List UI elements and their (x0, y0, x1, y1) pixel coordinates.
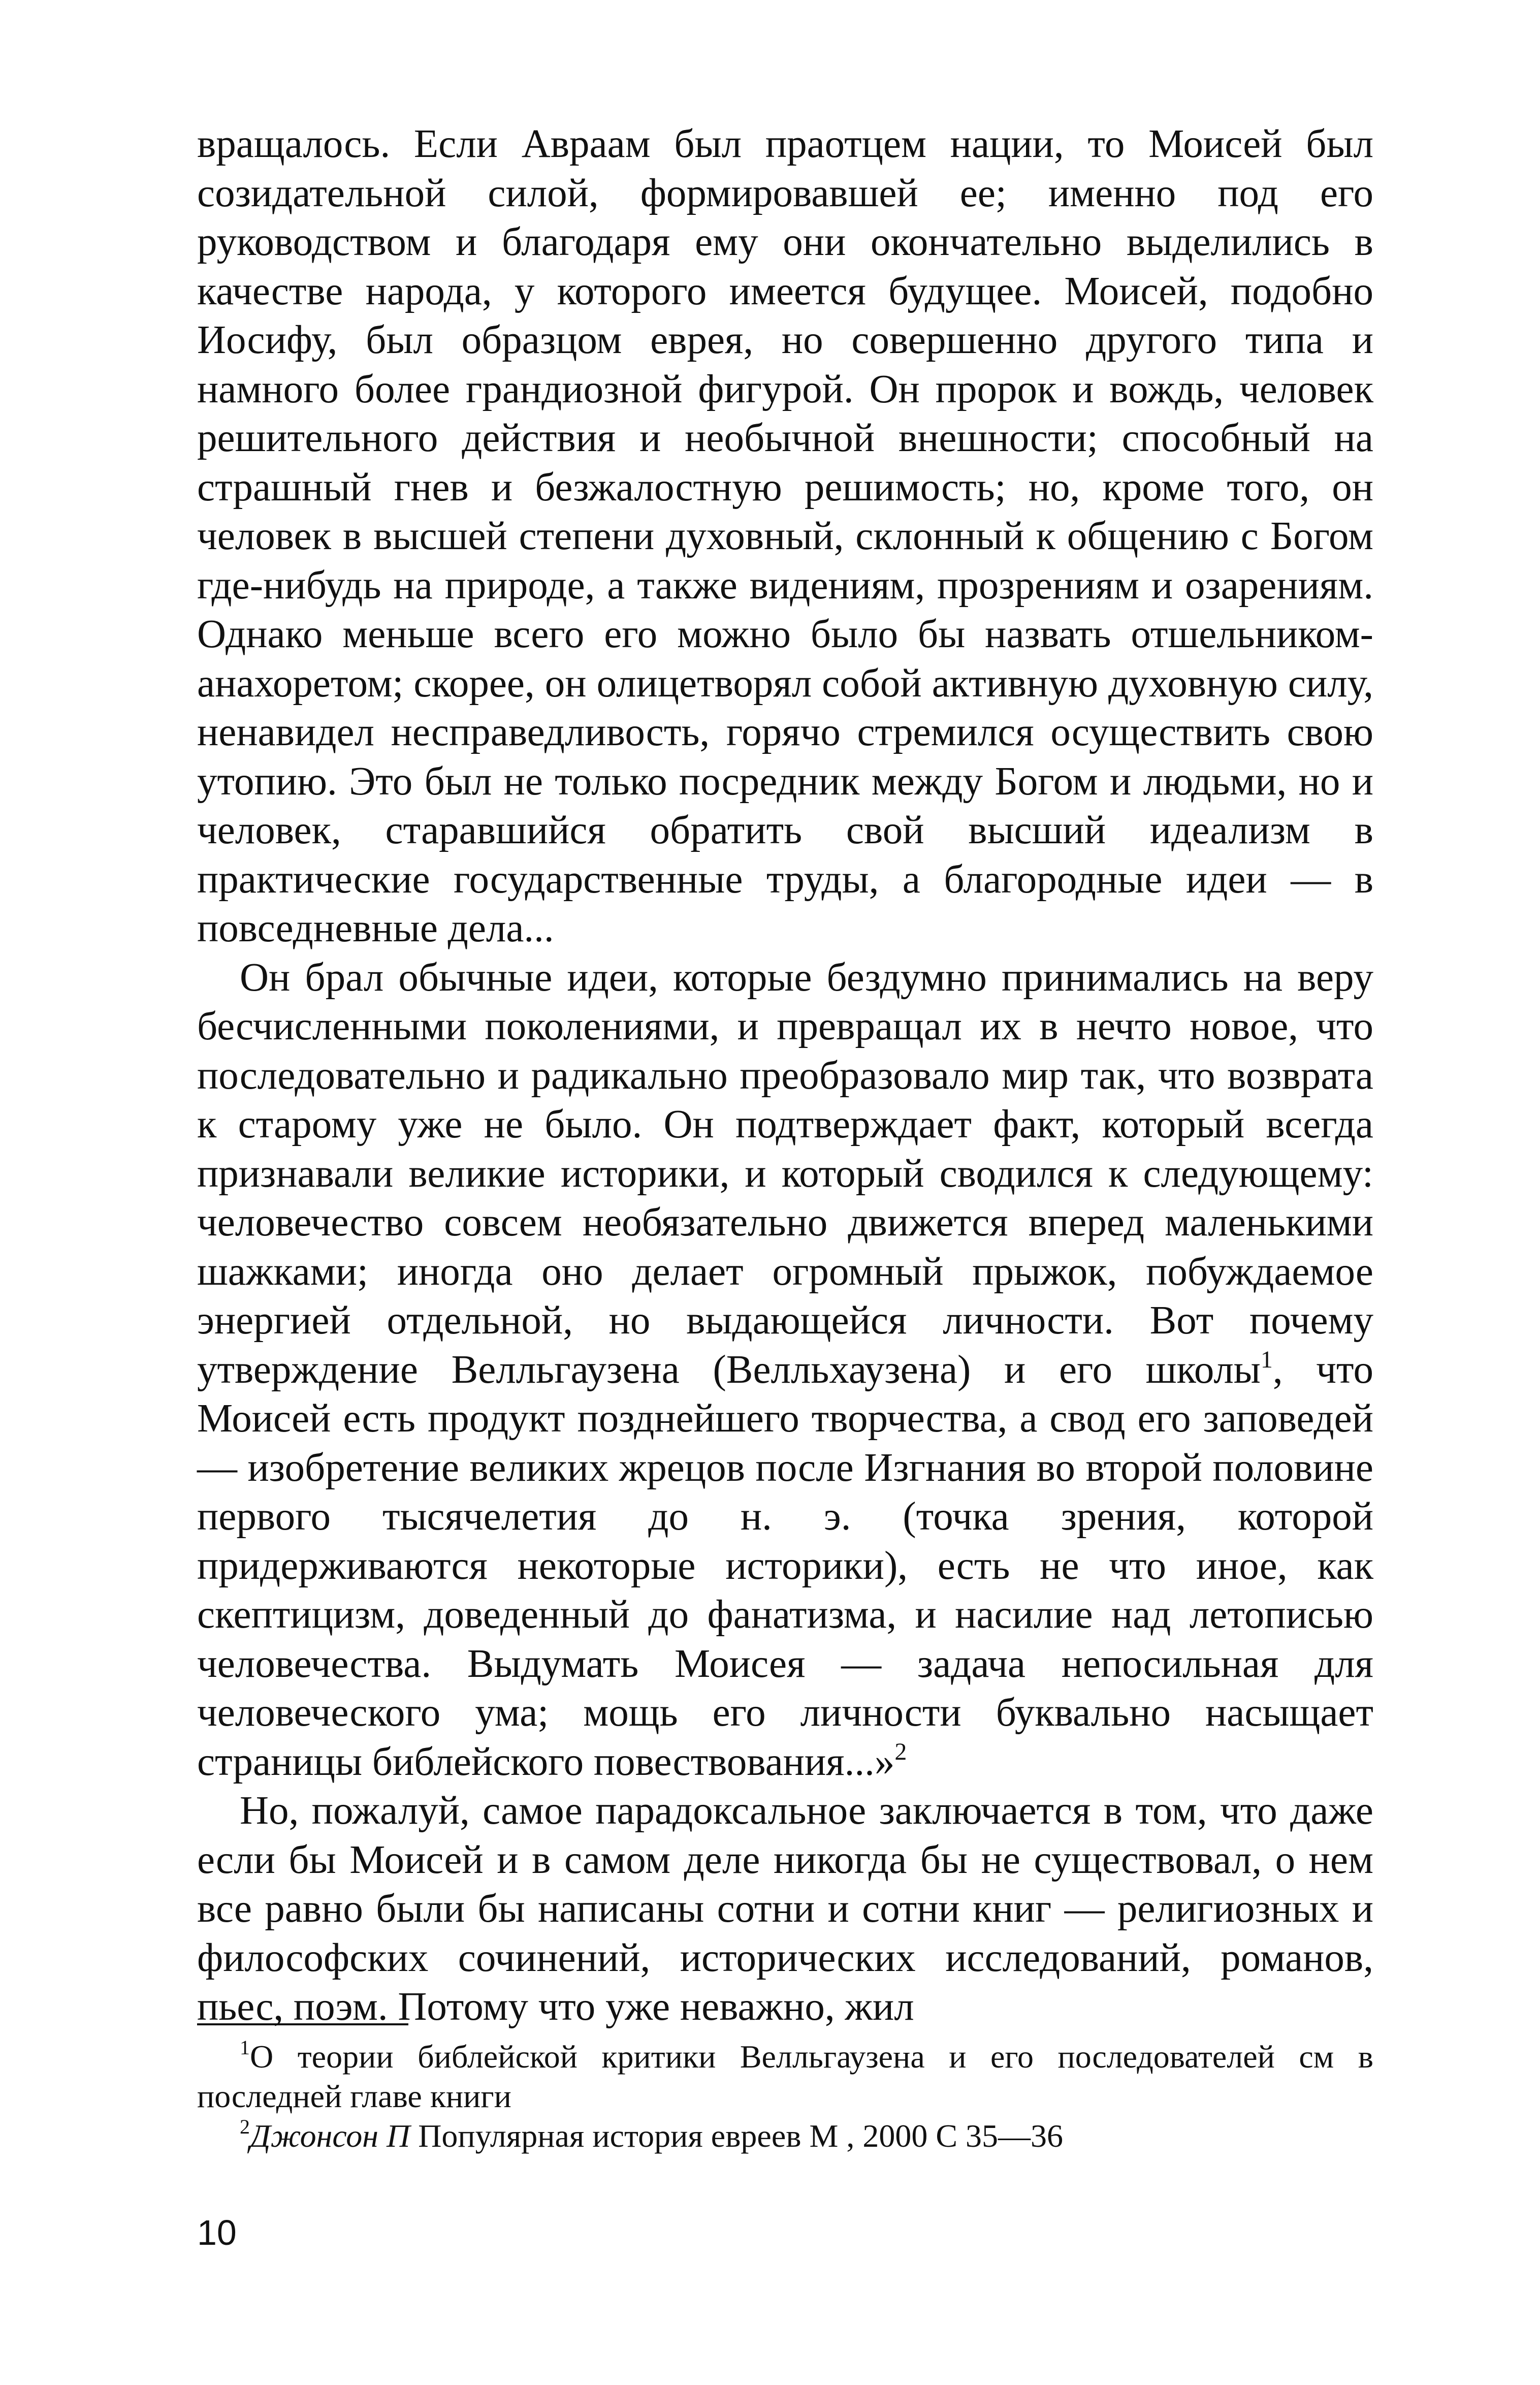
footnotes (197, 2037, 1373, 2156)
footnote-1 (197, 2037, 1373, 2116)
paragraph-3: Но, пожалуй, самое парадоксальное заключается в том, что даже если бы Моисей и в самом деле никогда бы не существовал, о нем все равно были бы написаны сотни и сотни книг — религиозных и философских сочинений, исторических исследований, романов, пьес, поэм. Потому что уже неважно, жил (197, 1789, 1373, 2029)
footnote-ref-1: 1 (1260, 1346, 1273, 1373)
footnote-divider (197, 2023, 408, 2025)
paragraph-2 (197, 953, 1373, 1787)
paragraph-2-text-a: Он брал обычные идеи, которые бездумно принимались на веру бесчисленными поколениями, и превращал их в нечто новое, что последовательно и радикально преобразовало мир так, что возврата к старому уже не было. Он подтверждает факт, который всегда признавали великие историки, и который сводился к следующему: человечество совсем необязательно движется вперед маленькими шажками; иногда оно делает огромный прыжок, побуждаемое энергией отдельной, но выдающейся личности. Вот почему утверждение Велльгаузена (Велльхаузена) и его школы (197, 955, 1373, 1392)
footnote-1-text: О теории библейской критики Велльгаузена и его последователей см в последней главе книги (197, 2039, 1373, 2114)
footnote-2-text: Популярная история евреев М , 2000 С 35—36 (410, 2118, 1064, 2154)
footnote-mark-2: 2 (240, 2115, 250, 2138)
main-text (197, 120, 1373, 2032)
page-number: 10 (197, 2213, 237, 2252)
footnote-mark-1: 1 (240, 2036, 250, 2059)
footnote-2-author: Джонсон П (250, 2118, 410, 2154)
footnote-2 (197, 2116, 1373, 2156)
paragraph-2-text-b: , что Моисей есть продукт позднейшего творчества, а свод его заповедей — изобретение великих жрецов после Изгнания во второй половине первого тысячелетия до н. э. (точка зрения, которой придерживаются некоторые историки), есть не что иное, как скептицизм, доведенный до фанатизма, и насилие над летописью человечества. Выдумать Моисея — задача непосильная для человеческого ума; мощь его личности буквально насыщает страницы библейского повествования...» (197, 1347, 1373, 1784)
footnote-ref-2: 2 (894, 1738, 907, 1765)
paragraph-1: вращалось. Если Авраам был праотцем нации, то Моисей был созидательной силой, формировавшей ее; именно под его руководством и благодаря ему они окончательно выделились в качестве народа, у которого имеется будущее. Моисей, подобно Иосифу, был образцом еврея, но совершенно другого типа и намного более грандиозной фигурой. Он пророк и вождь, человек решительного действия и необычной внешности; способный на страшный гнев и безжалостную решимость; но, кроме того, он человек в высшей степени духовный, склонный к общению с Богом где-нибудь на природе, а также видениям, прозрениям и озарениям. Однако меньше всего его можно было бы назвать отшельником-анахоретом; скорее, он олицетворял собой активную духовную силу, ненавидел несправедливость, горячо стремился осуществить свою утопию. Это был не только посредник между Богом и людьми, но и человек, старавшийся обратить свой высший идеализм в практические государственные труды, а благородные идеи — в повседневные дела... (197, 122, 1373, 950)
